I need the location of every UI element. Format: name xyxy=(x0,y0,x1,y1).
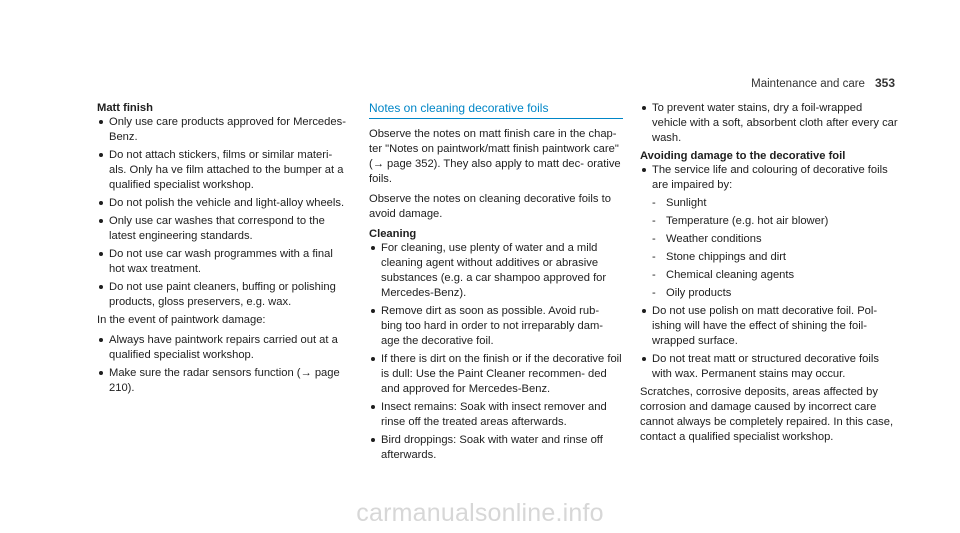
matt-finish-heading: Matt finish xyxy=(97,102,153,114)
list-item: Do not use paint cleaners, buffing or polishing products, gloss preservers, e.g. wax. xyxy=(97,280,349,310)
list-item: - Sunlight xyxy=(652,196,898,211)
column-1 xyxy=(97,101,349,399)
list-item: Insect remains: Soak with insect remover and rinse off the treated areas afterwards. xyxy=(369,400,623,430)
list-item: Do not polish the vehicle and light-alloy wheels. xyxy=(97,196,349,211)
list-item: Bird droppings: Soak with water and rinse off afterwards. xyxy=(369,433,623,463)
cleaning-heading: Cleaning xyxy=(369,228,417,240)
water-stains-list xyxy=(640,101,898,146)
list-item: Do not attach stickers, films or similar materi- als. Only ha ve film attached to the bumper at a qualified specialist workshop. xyxy=(97,148,349,193)
list-item: Do not use polish on matt decorative foil. Pol- ishing will have the effect of shining the foil- wrapped surface. xyxy=(640,304,898,349)
avoiding-damage-heading: Avoiding damage to the decorative foil xyxy=(640,150,846,162)
matt-finish-list xyxy=(97,115,349,310)
list-item: Always have paintwork repairs carried out at a qualified specialist workshop. xyxy=(97,333,349,363)
foil-care-list xyxy=(640,304,898,382)
paintwork-damage-list xyxy=(97,333,349,396)
list-item: Only use car washes that correspond to the latest engineering standards. xyxy=(97,214,349,244)
paragraph[interactable]: Observe the notes on matt finish care in the chap- ter "Notes on paintwork/matt finish paintwork care" (→ page 352). They also apply to matt dec- orative foils. xyxy=(369,128,621,185)
list-item: - Stone chippings and dirt xyxy=(652,250,898,265)
avoiding-damage-list xyxy=(640,163,898,193)
watermark: carmanualsonline.info xyxy=(356,499,604,527)
column-2 xyxy=(369,101,623,466)
cleaning-list xyxy=(369,241,623,463)
list-item: - Temperature (e.g. hot air blower) xyxy=(652,214,898,229)
list-item: For cleaning, use plenty of water and a mild cleaning agent without additives or abrasive substances (e.g. a car shampoo approved for Mercedes-Benz). xyxy=(369,241,623,301)
paragraph: Observe the notes on cleaning decorative foils to avoid damage. xyxy=(369,193,611,220)
section-heading: Notes on cleaning decorative foils xyxy=(369,101,623,119)
section-title: Maintenance and care xyxy=(751,78,865,90)
list-item: - Weather conditions xyxy=(652,232,898,247)
paragraph: Scratches, corrosive deposits, areas affected by corrosion and damage caused by incorrect care cannot always be completely repaired. In this case, contact a qualified specialist workshop. xyxy=(640,386,894,443)
list-item: If there is dirt on the finish or if the decorative foil is dull: Use the Paint Cleaner recommen- ded and approved for Mercedes-Benz. xyxy=(369,352,623,397)
list-item: To prevent water stains, dry a foil-wrapped vehicle with a soft, absorbent cloth after every car wash. xyxy=(640,101,898,146)
list-item: Do not use car wash programmes with a final hot wax treatment. xyxy=(97,247,349,277)
list-item: Remove dirt as soon as possible. Avoid rub- bing too hard in order to not irreparably dam- age the decorative foil. xyxy=(369,304,623,349)
column-3 xyxy=(640,101,898,450)
list-item: The service life and colouring of decorative foils are impaired by: xyxy=(640,163,898,193)
list-item: - Oily products xyxy=(652,286,898,301)
list-item[interactable]: Make sure the radar sensors function (→ page 210). xyxy=(97,366,349,396)
paintwork-damage-intro: In the event of paintwork damage: xyxy=(97,314,266,326)
list-item: Do not treat matt or structured decorative foils with wax. Permanent stains may occur. xyxy=(640,352,898,382)
impairment-factors-list xyxy=(652,196,898,301)
page-header xyxy=(751,76,895,92)
list-item: - Chemical cleaning agents xyxy=(652,268,898,283)
list-item: Only use care products approved for Mercedes-Benz. xyxy=(97,115,349,145)
page-number: 353 xyxy=(874,76,895,90)
